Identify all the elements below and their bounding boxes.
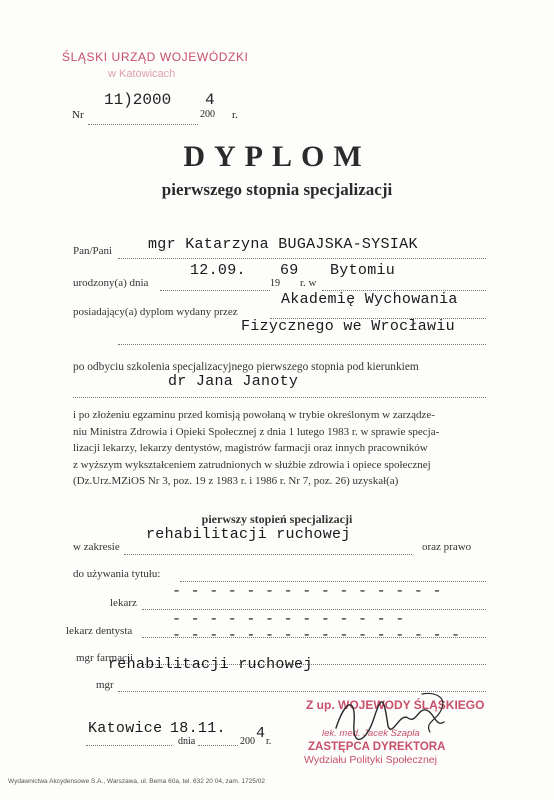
exam-line-5: (Dz.Urz.MZiOS Nr 3, poz. 19 z 1983 r. i 1986 r. Nr 7, poz. 26) uzyskał(a) (73, 475, 399, 487)
official-stamp-line3: ZASTĘPCA DYREKTORA (308, 741, 446, 753)
official-stamp-line4: Wydziału Polityki Społecznej (304, 754, 437, 766)
official-stamp-line1: Z up. WOJEWODY ŚLĄSKIEGO (306, 698, 485, 712)
document-title: DYPLOM (183, 140, 371, 173)
issue-date-dotline (198, 745, 238, 746)
diploma-label: posiadający(a) dyplom wydany przez (73, 306, 238, 318)
birth-year-suffix: r. w (300, 277, 317, 289)
titles-farmacja-value: - - - - - - - - - - - - - - - - (172, 627, 461, 644)
issue-place: Katowice (88, 720, 163, 737)
titles-farmacja-label: mgr farmacji (76, 652, 134, 664)
titles-dentysta-value: - - - - - - - - - - - - - (172, 611, 405, 628)
birth-year: 69 (280, 262, 299, 279)
stamp-office-name: ŚLĄSKI URZĄD WOJEWÓDZKI (62, 50, 249, 64)
issue-year: 4 (256, 725, 266, 742)
exam-line-1: i po złożeniu egzaminu przed komisją powołaną w trybie określonym w zarządze- (73, 409, 435, 421)
birth-place: Bytomiu (330, 262, 396, 279)
titles-intro-dotline (180, 581, 486, 582)
recipient-dotline (118, 258, 486, 259)
issue-year-prefix: 200 (240, 736, 255, 747)
registry-nr-dotline (88, 124, 198, 125)
signature-drawing (326, 688, 466, 748)
training-supervisor: dr Jana Janoty (168, 373, 299, 390)
issue-date: 18.11. (170, 720, 226, 737)
registry-nr-value: 11)2000 (104, 91, 172, 109)
exam-line-3: lizacji lekarzy, lekarzy dentystów, magistrów farmacji oraz innych pracowników (73, 442, 428, 454)
degree-scope-value: rehabilitacji ruchowej (146, 526, 351, 543)
diploma-dotline-2 (118, 344, 486, 345)
titles-lekarz-label: lekarz (110, 597, 137, 609)
issue-year-suffix: r. (266, 736, 272, 747)
registry-year-prefix: 200 (200, 109, 215, 120)
document-subtitle: pierwszego stopnia specjalizacji (161, 180, 393, 199)
exam-paragraph (73, 407, 439, 490)
diploma-issuer-line1: Akademię Wychowania (281, 291, 458, 308)
titles-lekarz-value: - - - - - - - - - - - - - - - (172, 583, 442, 600)
registry-nr-label: Nr (72, 109, 84, 121)
recipient-name: mgr Katarzyna BUGAJSKA-SYSIAK (148, 236, 418, 253)
exam-line-4: z wyższym wykształceniem zatrudnionych w służbie zdrowia i opiece społecznej (73, 458, 431, 471)
titles-mgr-label: mgr (96, 679, 114, 691)
supervisor-dotline (73, 397, 486, 398)
diploma-issuer-line2: Fizycznego we Wrocławiu (241, 318, 455, 335)
birth-date: 12.09. (190, 262, 246, 279)
titles-mgr-value: rehabilitacji ruchowej (108, 656, 313, 673)
training-text: po odbyciu szkolenia specjalizacyjnego pierwszego stopnia pod kierunkiem (73, 361, 419, 373)
titles-dentysta-label: lekarz dentysta (66, 625, 133, 637)
stamp-office-city: w Katowicach (108, 68, 176, 80)
birth-label: urodzony(a) dnia (73, 277, 149, 289)
issue-date-label: dnia (178, 736, 196, 747)
degree-right-label: oraz prawo (422, 541, 472, 553)
degree-heading: pierwszy stopień specjalizacji (201, 512, 353, 526)
titles-lekarz-dotline (142, 609, 486, 610)
issue-place-dotline (86, 745, 172, 746)
official-stamp-line2: lek. med. Jacek Szapla (322, 728, 420, 739)
degree-scope-dotline (124, 554, 412, 555)
registry-year-value: 4 (205, 91, 215, 109)
titles-intro: do używania tytułu: (73, 568, 161, 580)
registry-year-suffix: r. (232, 109, 238, 121)
recipient-label: Pan/Pani (73, 245, 113, 257)
birth-year-prefix: 19 (270, 278, 280, 289)
birth-date-dotline (160, 290, 270, 291)
degree-scope-label: w zakresie (73, 541, 120, 553)
printer-footer: Wydawnictwa Akcydensowe S.A., Warszawa, ul. Bema 60a, tel. 632 20 04, zam. 1725/02 (8, 778, 265, 785)
exam-line-2: niu Ministra Zdrowia i Opieki Społecznej z dnia 1 lutego 1983 r. w sprawie specja- (73, 425, 440, 438)
